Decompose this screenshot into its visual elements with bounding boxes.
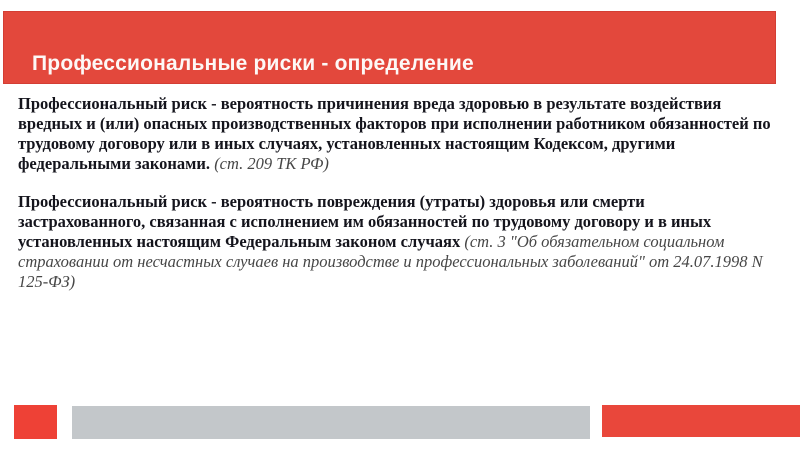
slide-title: Профессиональные риски - определение <box>32 52 474 75</box>
footer-gray-bar <box>72 406 590 439</box>
citation-labor-code: (ст. 209 ТК РФ) <box>214 154 329 173</box>
slide-title-banner <box>3 11 776 84</box>
citation-federal-law: (ст. 3 "Об обязательном социальном страховании от несчастных случаев на производстве и профессиональных заболеваний" от 24.07.1998 N 125-ФЗ) <box>18 232 763 291</box>
definition-paragraph-labor-code <box>18 94 774 174</box>
footer-accent-square <box>14 405 57 439</box>
definition-text-federal-law: Профессиональный риск - вероятность повреждения (утраты) здоровья или смерти застрахованного, связанная с исполнением им обязанностей по трудовому договору и в иных установленных настоящим Федеральным законом случаях <box>18 192 712 251</box>
footer-red-bar <box>602 405 800 437</box>
definition-text-labor-code: Профессиональный риск - вероятность причинения вреда здоровью в результате воздействия вредных и (или) опасных производственных факторов при исполнении работником обязанностей по трудовому договору или в иных случаях, установленных настоящим Кодексом, другими федеральными законами. <box>18 94 771 173</box>
definition-paragraph-federal-law <box>18 192 774 292</box>
slide-body <box>18 94 774 310</box>
